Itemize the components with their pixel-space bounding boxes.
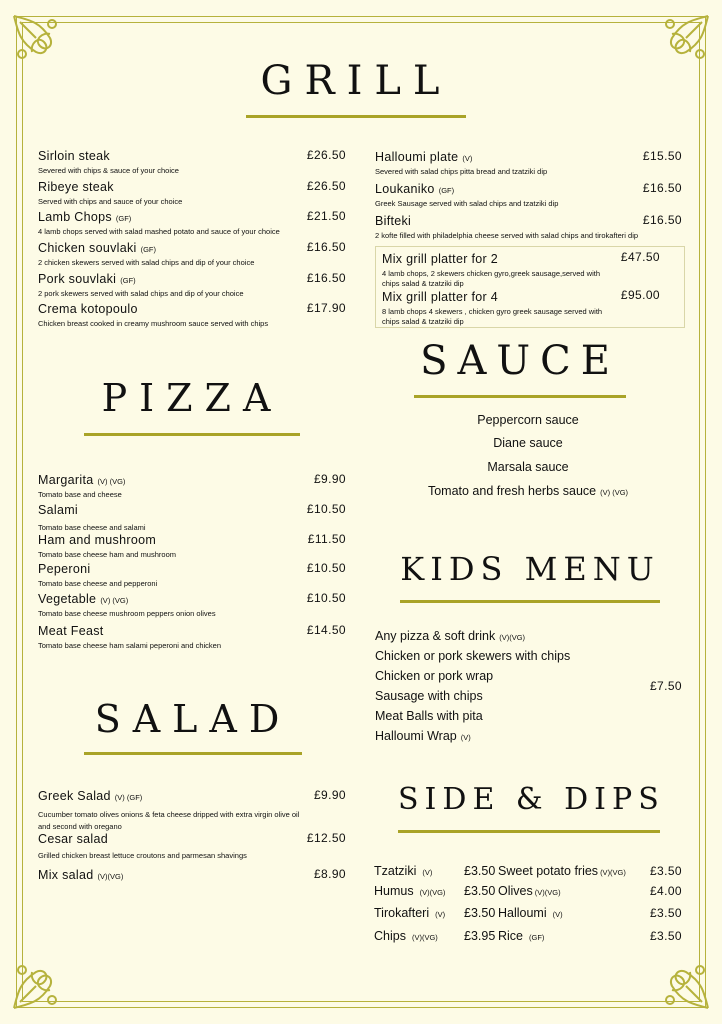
side-price: £3.50 (464, 906, 496, 920)
item-price: £95.00 (620, 288, 660, 302)
item-name: Ribeye steak (38, 180, 114, 194)
item-price: £14.50 (306, 623, 346, 637)
kids-item-name: Meat Balls with pita (375, 709, 483, 723)
pizza-divider (84, 433, 300, 436)
side-price: £3.50 (649, 906, 682, 920)
item-price: £47.50 (620, 250, 660, 264)
menu-item (382, 250, 622, 289)
item-tag: (V)(VG) (97, 872, 124, 881)
menu-item (375, 212, 665, 241)
side-tag: (V)(VG) (419, 888, 446, 897)
kids-item-name: Halloumi Wrap (375, 729, 457, 743)
sauce-heading: SAUCE (420, 338, 620, 384)
side-name: Sweet potato fries (498, 864, 599, 878)
side-name: Humus (374, 884, 414, 898)
grill-divider (246, 115, 466, 118)
item-description: Served with chips and sauce of your choice (38, 197, 183, 206)
item-description: Tomato base cheese mushroom peppers onion olives (38, 609, 216, 618)
menu-item (38, 830, 308, 861)
kids-item (375, 669, 497, 683)
item-price: £26.50 (306, 179, 346, 193)
side-tag: (V) (422, 868, 433, 877)
side-tag: (V) (435, 910, 446, 919)
item-name: Bifteki (375, 214, 412, 228)
side-tag: (GF) (529, 933, 545, 942)
side-price: £3.50 (464, 884, 496, 898)
kids-menu-heading: KIDS MENU (400, 550, 660, 588)
menu-item (38, 622, 308, 651)
menu-item (375, 148, 655, 177)
item-description: Cucumber tomato olives onions & feta cheese dripped with extra virgin olive oil and second with oregano (38, 810, 300, 831)
sides-heading: SIDE & DIPS (398, 782, 665, 817)
item-tag: (V) (VG) (97, 477, 126, 486)
item-description: Tomato base cheese and pepperoni (38, 579, 158, 588)
salad-divider (84, 752, 302, 755)
side-item (498, 884, 561, 898)
item-tag: (GF) (438, 186, 455, 195)
menu-item (38, 531, 308, 560)
corner-ornament-icon (10, 12, 68, 70)
menu-item (375, 180, 655, 209)
pizza-heading: PIZZA (101, 376, 283, 420)
side-item (374, 864, 432, 878)
item-name: Crema kotopoulo (38, 302, 138, 316)
sauce-name: Tomato and fresh herbs sauce (427, 484, 597, 498)
side-name: Chips (374, 929, 406, 943)
item-price: £16.50 (642, 213, 682, 227)
kids-item-name: Chicken or pork skewers with chips (375, 649, 571, 663)
item-description: Tomato base and cheese (38, 490, 122, 499)
kids-item (375, 689, 487, 703)
sauce-item (380, 484, 676, 498)
item-name: Halloumi plate (375, 150, 459, 164)
item-price: £9.90 (313, 472, 346, 486)
side-item (498, 864, 626, 878)
side-tag: (V)(VG) (534, 888, 561, 897)
side-price: £3.50 (464, 864, 496, 878)
side-price: £3.95 (464, 929, 496, 943)
sauce-item (380, 413, 676, 427)
corner-ornament-icon (654, 954, 712, 1012)
item-price: £17.90 (306, 301, 346, 315)
item-name: Peperoni (38, 562, 91, 576)
item-description: Greek Sausage served with salad chips and tzatziki dip (375, 199, 559, 208)
item-name: Loukaniko (375, 182, 435, 196)
menu-item (38, 787, 308, 833)
item-name: Sirloin steak (38, 149, 110, 163)
kids-menu-divider (400, 600, 660, 603)
salad-heading: SALAD (94, 697, 292, 741)
sauce-name: Marsala sauce (487, 460, 569, 474)
item-price: £10.50 (306, 591, 346, 605)
item-description: 2 pork skewers served with salad chips and dip of your choice (38, 289, 244, 298)
item-description: Severed with chips & sauce of your choice (38, 166, 179, 175)
item-description: Tomato base cheese and salami (38, 523, 146, 532)
side-name: Tirokafteri (374, 906, 430, 920)
item-name: Salami (38, 503, 79, 517)
item-name: Greek Salad (38, 789, 111, 803)
item-name: Pork souvlaki (38, 272, 117, 286)
item-name: Mix grill platter for 2 (382, 252, 498, 266)
item-price: £26.50 (306, 148, 346, 162)
side-item (374, 906, 445, 920)
item-description: 4 lamb chops served with salad mashed potato and sauce of your choice (38, 227, 280, 236)
item-description: 4 lamb chops, 2 skewers chicken gyro,greek sausage,served with chips salad & tzatziki dip (382, 269, 601, 288)
item-description: Tomato base cheese ham salami peperoni and chicken (38, 641, 222, 650)
item-price: £12.50 (306, 831, 346, 845)
item-name: Mix salad (38, 868, 94, 882)
item-tag: (V) (462, 154, 473, 163)
side-name: Olives (498, 884, 533, 898)
side-name: Halloumi (498, 906, 547, 920)
item-price: £10.50 (306, 561, 346, 575)
item-tag: (V) (GF) (114, 793, 143, 802)
kids-item (375, 649, 574, 663)
item-name: Ham and mushroom (38, 533, 157, 547)
kids-item-tag: (V)(VG) (499, 633, 526, 642)
kids-item-name: Any pizza & soft drink (375, 629, 496, 643)
item-name: Mix grill platter for 4 (382, 290, 498, 304)
item-description: Tomato base cheese ham and mushroom (38, 550, 176, 559)
grill-heading: GRILL (260, 58, 452, 104)
sauce-divider (414, 395, 626, 398)
item-price: £8.90 (313, 867, 346, 881)
item-tag: (V) (VG) (100, 596, 129, 605)
sauce-item (380, 460, 676, 474)
item-price: £10.50 (306, 502, 346, 516)
menu-item (382, 288, 622, 327)
sauce-name: Diane sauce (493, 436, 563, 450)
side-tag: (V)(VG) (600, 868, 626, 877)
kids-item (375, 729, 471, 743)
kids-item (375, 709, 487, 723)
menu-item (38, 471, 308, 500)
side-tag: (V)(VG) (411, 933, 438, 942)
kids-item-tag: (V) (460, 733, 471, 742)
item-price: £9.90 (313, 788, 346, 802)
item-tag: (GF) (120, 276, 136, 285)
item-price: £16.50 (306, 240, 346, 254)
side-price: £3.50 (649, 929, 682, 943)
corner-ornament-icon (10, 954, 68, 1012)
menu-item (38, 501, 308, 533)
sauce-name: Peppercorn sauce (477, 413, 579, 427)
kids-menu-price: £7.50 (649, 679, 682, 693)
side-item (498, 929, 544, 943)
side-item (374, 884, 445, 898)
sauce-tag: (V) (VG) (600, 488, 629, 497)
item-description: Severed with salad chips pitta bread and tzatziki dip (375, 167, 548, 176)
item-description: 2 chicken skewers served with salad chips and dip of your choice (38, 258, 255, 267)
side-name: Tzatziki (374, 864, 417, 878)
item-price: £16.50 (642, 181, 682, 195)
side-tag: (V) (552, 910, 563, 919)
item-name: Margarita (38, 473, 94, 487)
item-price: £21.50 (306, 209, 346, 223)
item-description: Grilled chicken breast lettuce croutons and parmesan shavings (38, 851, 247, 860)
item-name: Cesar salad (38, 832, 108, 846)
item-tag: (GF) (140, 245, 157, 254)
item-name: Meat Feast (38, 624, 104, 638)
item-description: 2 kofte filled with philadelphia cheese served with salad chips and tirokafteri dip (375, 231, 639, 240)
sides-divider (398, 830, 660, 833)
side-item (374, 929, 438, 943)
sauce-item (380, 436, 676, 450)
item-description: 8 lamb chops 4 skewers , chicken gyro greek sausage served with chips salad & tzatziki dip (382, 307, 603, 326)
item-name: Vegetable (38, 592, 97, 606)
side-name: Rice (498, 929, 524, 943)
item-price: £15.50 (642, 149, 682, 163)
item-price: £11.50 (307, 532, 346, 546)
item-tag: (GF) (115, 214, 132, 223)
kids-item (375, 629, 525, 643)
side-price: £4.00 (649, 884, 682, 898)
corner-ornament-icon (654, 12, 712, 70)
item-name: Lamb Chops (38, 210, 112, 224)
item-price: £16.50 (306, 271, 346, 285)
item-name: Chicken souvlaki (38, 241, 137, 255)
side-item (498, 906, 563, 920)
menu-item (38, 866, 308, 884)
kids-item-name: Chicken or pork wrap (375, 669, 494, 683)
menu-item (38, 560, 308, 589)
kids-item-name: Sausage with chips (375, 689, 483, 703)
menu-item (38, 590, 308, 619)
item-description: Chicken breast cooked in creamy mushroom sauce served with chips (38, 319, 269, 328)
side-price: £3.50 (649, 864, 682, 878)
